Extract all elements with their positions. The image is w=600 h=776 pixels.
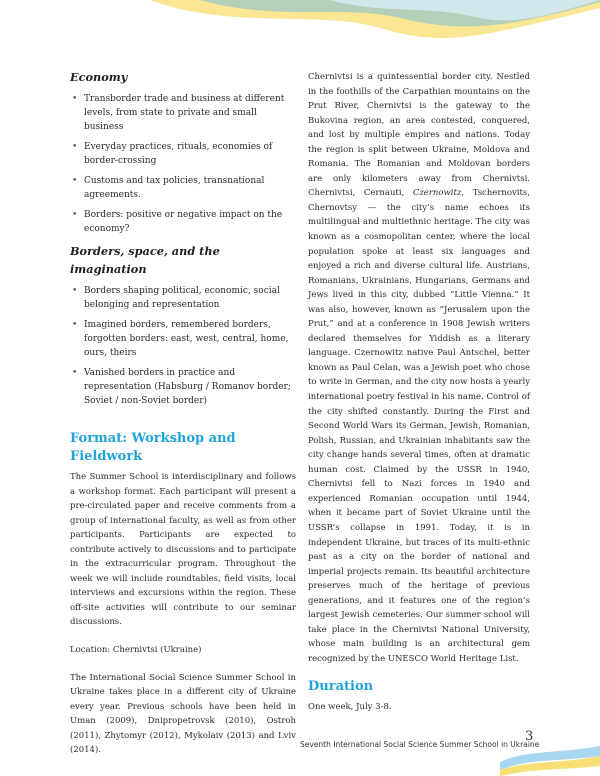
list-item: • Transborder trade and business at different levels, from state to private and small business: [72, 94, 285, 132]
list-item: • Everyday practices, rituals, economies of border-crossing: [72, 142, 273, 166]
list-item: • Customs and tax policies, transnational agreements.: [72, 176, 265, 200]
footer-title: Seventh International Social Science Summer School in Ukraine: [300, 740, 540, 749]
top-ribbon-decoration: [0, 0, 600, 60]
list-item: • Vanished borders in practice and representation (Habsburg / Romanov border; Soviet / non-Soviet border): [72, 368, 291, 406]
history-paragraph: The International Social Science Summer School in Ukraine takes place in a different city of Ukraine every year. Previous schools have been held in Uman (2009), Dnipropetrovsk (2010), Ostroh (2011), Zhytomyr (2012), Mykolaiv (2013) and Lviv (2014).: [70, 672, 296, 756]
borders-heading: Borders, space, and the imagination: [70, 244, 220, 276]
list-item: • Borders: positive or negative impact on the economy?: [72, 210, 283, 234]
economy-list: [70, 92, 296, 236]
borders-list: [70, 284, 296, 408]
page-number: 3: [525, 729, 534, 744]
chernivtsi-paragraph: Chernivtsi is a quintessential border city. Nestled in the foothills of the Carpathian mountains on the Prut River, Chernivtsi is the gateway to the Bukovina region, an area contested, conquered, and lost by multiple empires and nations. Today the region is split between Ukraine, Moldova and Romania. The Romanian and Moldovan borders are only kilometers away from Chernivtsi. Chernivtsi, Cernauti, Czernowitz, Tschernovits, Chernovtsy — the city’s name echoes its multilingual and multiethnic heritage. The city was known as a cosmopolitan center, where the local population spoke at least six languages and enjoyed a rich and diverse cultural life. Austrians, Romanians, Ukrainians, Hungarians, Germans and Jews lived in this city, dubbed “Little Vienna.” It was also, however, known as “Jerusalem upon the Prut,” and at a conference in 1908 Jewish writers declared themselves for Yiddish as a literary language. Czernowitz native Paul Antschel, better known as Paul Celan, was a Jewish poet who chose to write in German, and the city now hosts a yearly international poetry festival in his name. Control of the city shifted constantly. During the First and Second World Wars its German, Jewish, Romanian, Polish, Russian, and Ukrainian inhabitants saw the city change hands several times, often at dramatic human cost. Claimed by the USSR in 1940, Chernivtsi fell to Nazi forces in 1940 and experienced Romanian occupation until 1944, when it became part of Soviet Ukraine until the USSR’s collapse in 1991. Today, it is in independent Ukraine, but traces of its multi-ethnic past as a city on the border of national and imperial projects remain. Its beautiful architecture preserves much of the heritage of previous generations, and it features one of the region’s largest Jewish cemeteries. Our summer school will take place in the Chernivtsi National University, whose main building is an architectural gem recognized by the UNESCO World Heritage List.: [308, 72, 530, 664]
format-heading: Format: Workshop and Fieldwork: [70, 431, 236, 464]
duration-text: One week, July 3-8.: [308, 702, 392, 713]
right-column: [308, 68, 530, 715]
list-item: • Borders shaping political, economic, social belonging and representation: [72, 286, 280, 310]
list-item: • Imagined borders, remembered borders, forgotten borders: east, west, central, home, ours, theirs: [72, 320, 289, 358]
left-column: [70, 68, 296, 758]
format-paragraph: The Summer School is interdisciplinary and follows a workshop format. Each participant will present a pre-circulated paper and receive comments from a group of international faculty, as well as from other participants. Participants are expected to contribute actively to discussions and to participate in the extracurricular program. Throughout the week we will include roundtables, field visits, local interviews and excursions within the region. These off-site activities will contribute to our seminar discussions.: [70, 472, 296, 628]
duration-heading: Duration: [308, 679, 374, 695]
economy-heading: Economy: [70, 70, 128, 84]
location-line: Location: Chernivtsi (Ukraine): [70, 645, 202, 656]
footer-ribbon-decoration: [500, 740, 600, 776]
